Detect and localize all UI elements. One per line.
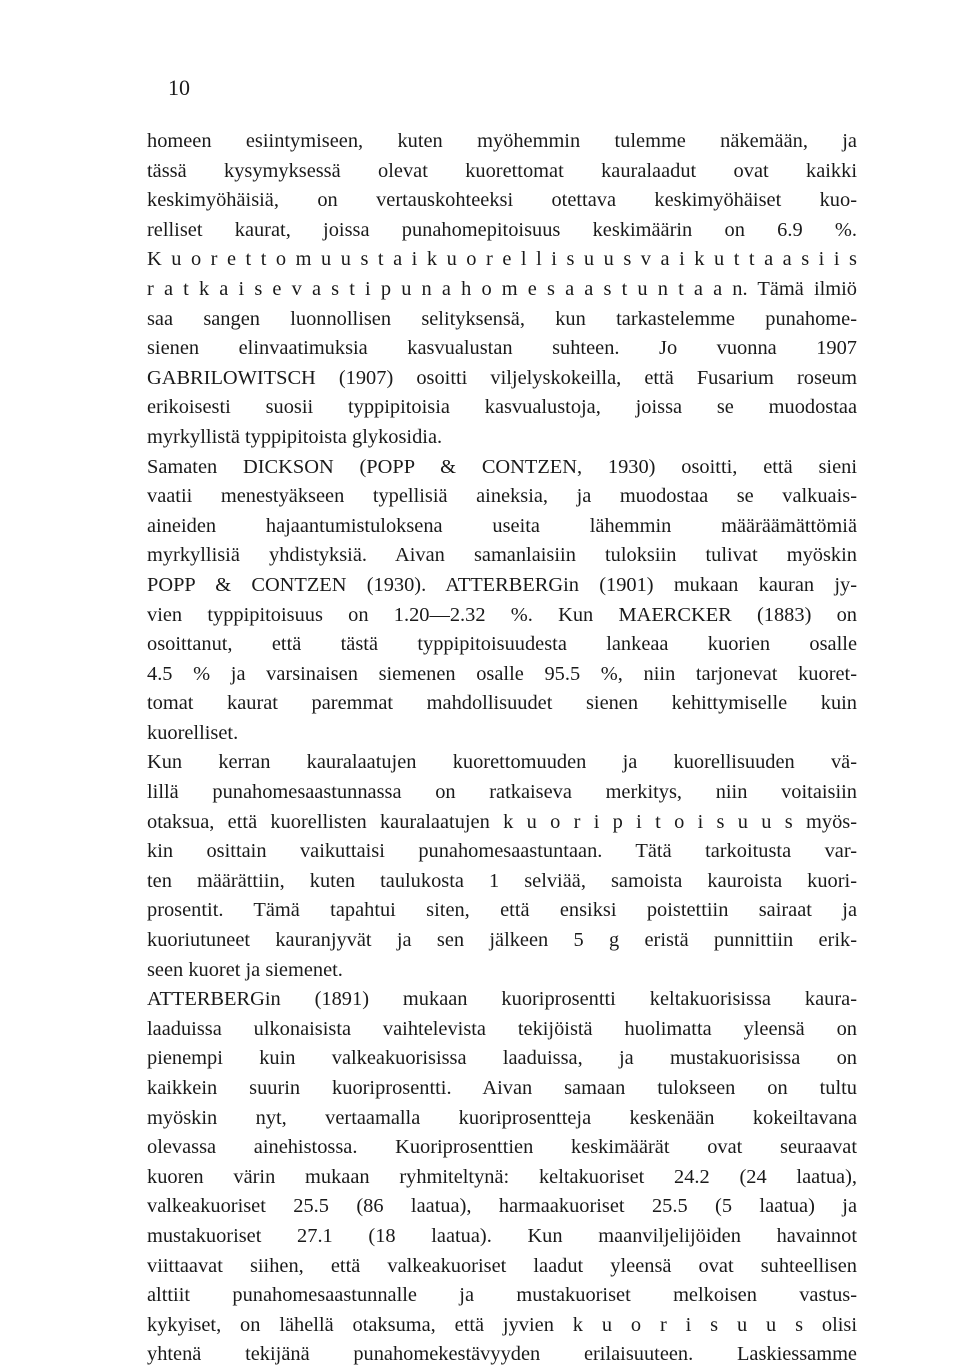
text-line: ATTERBERGin (1891) mukaan kuoriprosentti keltakuorisissa kaura- <box>147 988 857 1011</box>
text-line: olevassa ainehistossa. Kuoriprosenttien keskimäärät ovat seuraavat <box>147 1136 857 1159</box>
text-line: valkeakuoriset 25.5 (86 laatua), harmaakuoriset 25.5 (5 laatua) ja <box>147 1195 857 1218</box>
text-line: viittaavat siihen, että valkeakuoriset laadut yleensä ovat suhteellisen <box>147 1254 857 1277</box>
text-line: POPP & CONTZEN (1930). ATTERBERGin (1901) mukaan kauran jy- <box>147 573 857 596</box>
text-line: kuoren värin mukaan ryhmiteltynä: keltakuoriset 24.2 (24 laatua), <box>147 1165 857 1188</box>
text-line: saa sangen luonnollisen selityksensä, kun tarkastelemme punahome- <box>147 307 857 330</box>
text-line: kuoriutuneet kauranjyvät ja sen jälkeen 5 g eristä punnittiin erik- <box>147 929 857 952</box>
text-line: K u o r e t t o m u u s t a i k u o r e l l i s u u s v a i k u t t a a s i i s <box>147 248 857 271</box>
text-line: relliset kaurat, joissa punahomepitoisuus keskimäärin on 6.9 %. <box>147 218 857 241</box>
text-line: myöskin nyt, vertaamalla kuoriprosentteja keskenään kokeiltavana <box>147 1106 857 1129</box>
text-line: kin osittain vaikuttaisi punahomesaastuntaan. Tätä tarkoitusta var- <box>147 840 857 863</box>
text-line: myrkyllisiä yhdistyksiä. Aivan samanlaisiin tuloksiin tulivat myöskin <box>147 544 857 567</box>
text-line: sienen elinvaatimuksia kasvualustan suhteen. Jo vuonna 1907 <box>147 337 857 360</box>
text-line: Samaten DICKSON (POPP & CONTZEN, 1930) osoitti, että sieni <box>147 455 857 478</box>
text-line: kuorelliset. <box>147 721 239 744</box>
text-line: pienempi kuin valkeakuorisissa laaduissa, ja mustakuorisissa on <box>147 1047 857 1070</box>
text-line: GABRILOWITSCH (1907) osoitti viljelyskokeilla, että Fusarium roseum <box>147 366 857 389</box>
text-line: homeen esiintymiseen, kuten myöhemmin tulemme näkemään, ja <box>147 130 857 152</box>
body-text <box>147 127 857 1370</box>
text-line: lillä punahomesaastunnassa on ratkaiseva merkitys, niin voitaisiin <box>147 781 857 804</box>
text-line: ten määrättiin, kuten taulukosta 1 selviää, samoista kauroista kuori- <box>147 869 857 892</box>
text-line: aineiden hajaantumistuloksena useita lähemmin määräämättömiä <box>147 514 857 537</box>
page-number: 10 <box>168 75 190 100</box>
text-line: laaduissa ulkonaisista vaihtelevista tekijöistä huolimatta yleensä on <box>147 1017 857 1040</box>
text-line: keskimyöhäisiä, on vertauskohteeksi otettava keskimyöhäiset kuo- <box>147 189 857 212</box>
text-line: 4.5 % ja varsinaisen siemenen osalle 95.5 %, niin tarjonevat kuoret- <box>147 662 857 685</box>
text-line: kykyiset, on lähellä otaksuma, että jyvien k u o r i s u u s olisi <box>147 1313 857 1336</box>
text-line: osoittanut, että tästä typpipitoisuudesta lankeaa kuorien osalle <box>147 633 857 656</box>
text-line: otaksua, että kuorellisten kauralaatujen k u o r i p i t o i s u u s myös- <box>147 810 857 833</box>
text-line: prosentit. Tämä tapahtui siten, että ensiksi poistettiin sairaat ja <box>147 899 857 922</box>
text-line: tomat kaurat paremmat mahdollisuudet sienen kehittymiselle kuin <box>147 692 857 715</box>
text-line: mustakuoriset 27.1 (18 laatua). Kun maanviljelijöiden havainnot <box>147 1224 857 1247</box>
text-line: erikoisesti suosii typpipitoisia kasvualustoja, joissa se muodostaa <box>147 396 857 419</box>
text-line: r a t k a i s e v a s t i p u n a h o m e s a a s t u n t a a n. Tämä ilmiö <box>147 277 857 300</box>
text-line: seen kuoret ja siemenet. <box>147 958 343 981</box>
text-line: kaikkein suurin kuoriprosentti. Aivan samaan tulokseen on tultu <box>147 1077 857 1099</box>
text-line: vaatii menestyäkseen typellisiä aineksia, ja muodostaa se valkuais- <box>147 485 857 508</box>
text-line: Kun kerran kauralaatujen kuorettomuuden ja kuorellisuuden vä- <box>147 751 857 774</box>
text-line: alttiit punahomesaastunnalle ja mustakuoriset melkoisen vastus- <box>147 1284 857 1307</box>
text-line: yhtenä tekijänä punahomekestävyyden erilaisuuteen. Laskiessamme <box>147 1343 857 1366</box>
text-line: vien typpipitoisuus on 1.20—2.32 %. Kun MAERCKER (1883) on <box>147 603 857 626</box>
text-line: tässä kysymyksessä olevat kuorettomat kauralaadut ovat kaikki <box>147 159 857 182</box>
text-line: myrkyllistä typpipitoista glykosidia. <box>147 425 443 448</box>
